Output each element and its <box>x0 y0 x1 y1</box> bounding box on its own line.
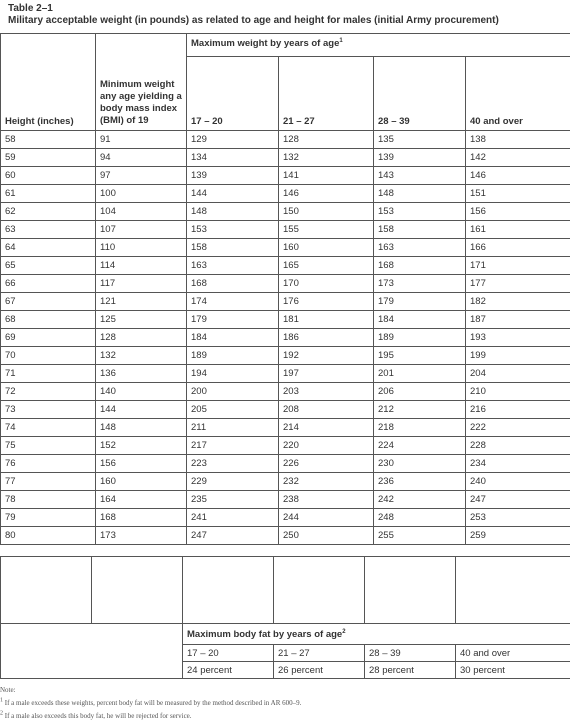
max-weight-cell: 211 <box>187 419 279 437</box>
notes-label: Note: <box>0 684 570 697</box>
table-notes <box>0 684 570 723</box>
max-weight-cell: 197 <box>279 365 374 383</box>
height-cell: 63 <box>1 221 96 239</box>
height-cell: 76 <box>1 455 96 473</box>
max-weight-cell: 179 <box>374 293 466 311</box>
minimum-weight-cell: 91 <box>96 131 187 149</box>
minimum-weight-cell: 107 <box>96 221 187 239</box>
max-weight-cell: 160 <box>279 239 374 257</box>
table-row <box>1 131 570 149</box>
table-row <box>1 275 570 293</box>
max-weight-cell: 170 <box>279 275 374 293</box>
max-weight-cell: 235 <box>187 491 279 509</box>
height-cell: 66 <box>1 275 96 293</box>
minimum-weight-cell: 156 <box>96 455 187 473</box>
max-weight-cell: 189 <box>187 347 279 365</box>
height-cell: 77 <box>1 473 96 491</box>
height-cell: 78 <box>1 491 96 509</box>
max-weight-cell: 193 <box>466 329 570 347</box>
height-column-header: Height (inches) <box>1 34 96 131</box>
table-row <box>1 527 570 545</box>
max-weight-cell: 212 <box>374 401 466 419</box>
height-cell: 69 <box>1 329 96 347</box>
max-weight-cell: 158 <box>374 221 466 239</box>
body-fat-age-cell: 17 – 20 <box>183 645 274 662</box>
height-cell: 70 <box>1 347 96 365</box>
max-weight-cell: 194 <box>187 365 279 383</box>
height-cell: 80 <box>1 527 96 545</box>
max-weight-cell: 179 <box>187 311 279 329</box>
max-weight-cell: 250 <box>279 527 374 545</box>
footnote: $^1$ If a male exceeds these weights, percent body fat will be measured by the method described in AR 600–9. <box>0 697 570 710</box>
height-cell: 67 <box>1 293 96 311</box>
body-fat-value-cell: 28 percent <box>365 662 456 679</box>
body-fat-header: Maximum body fat by years of age$^2$ <box>183 624 570 645</box>
max-weight-cell: 230 <box>374 455 466 473</box>
max-weight-cell: 199 <box>466 347 570 365</box>
minimum-weight-cell: 160 <box>96 473 187 491</box>
table-row <box>1 401 570 419</box>
age-column-header: 28 – 39 <box>374 57 466 131</box>
age-column-header: 17 – 20 <box>187 57 279 131</box>
age-column-header: 40 and over <box>466 57 570 131</box>
table-number: Table 2–1 <box>8 3 562 15</box>
max-weight-cell: 204 <box>466 365 570 383</box>
body-fat-age-cell: 21 – 27 <box>274 645 365 662</box>
max-weight-cell: 128 <box>279 131 374 149</box>
max-weight-cell: 220 <box>279 437 374 455</box>
height-cell: 59 <box>1 149 96 167</box>
minimum-weight-column-header: Minimum weight any age yielding a body mass index (BMI) of 19 <box>96 34 187 131</box>
spacer-row <box>1 557 570 624</box>
table-row <box>1 203 570 221</box>
max-weight-cell: 142 <box>466 149 570 167</box>
max-weight-cell: 166 <box>466 239 570 257</box>
height-cell: 73 <box>1 401 96 419</box>
minimum-weight-cell: 121 <box>96 293 187 311</box>
max-weight-cell: 241 <box>187 509 279 527</box>
height-cell: 64 <box>1 239 96 257</box>
max-weight-cell: 224 <box>374 437 466 455</box>
max-weight-cell: 158 <box>187 239 279 257</box>
body-fat-table <box>0 556 570 679</box>
height-cell: 65 <box>1 257 96 275</box>
body-fat-value-cell: 26 percent <box>274 662 365 679</box>
max-weight-cell: 184 <box>374 311 466 329</box>
max-weight-cell: 242 <box>374 491 466 509</box>
minimum-weight-cell: 168 <box>96 509 187 527</box>
weight-table-body <box>1 131 570 545</box>
max-weight-cell: 210 <box>466 383 570 401</box>
minimum-weight-cell: 104 <box>96 203 187 221</box>
max-weight-cell: 181 <box>279 311 374 329</box>
max-weight-cell: 135 <box>374 131 466 149</box>
max-weight-cell: 195 <box>374 347 466 365</box>
max-weight-cell: 168 <box>187 275 279 293</box>
table-row <box>1 293 570 311</box>
max-weight-cell: 205 <box>187 401 279 419</box>
max-weight-cell: 253 <box>466 509 570 527</box>
table-row <box>1 455 570 473</box>
table-row <box>1 311 570 329</box>
max-weight-cell: 146 <box>466 167 570 185</box>
empty-cell <box>456 557 570 624</box>
max-weight-cell: 214 <box>279 419 374 437</box>
table-row <box>1 257 570 275</box>
max-weight-group-header: Maximum weight by years of age$^1$ <box>187 34 570 57</box>
height-cell: 58 <box>1 131 96 149</box>
minimum-weight-cell: 94 <box>96 149 187 167</box>
max-weight-cell: 217 <box>187 437 279 455</box>
empty-cell <box>274 557 365 624</box>
max-weight-cell: 155 <box>279 221 374 239</box>
table-row <box>1 383 570 401</box>
max-weight-cell: 156 <box>466 203 570 221</box>
max-weight-cell: 186 <box>279 329 374 347</box>
max-weight-cell: 153 <box>374 203 466 221</box>
max-weight-cell: 189 <box>374 329 466 347</box>
max-weight-cell: 129 <box>187 131 279 149</box>
height-cell: 75 <box>1 437 96 455</box>
max-weight-cell: 139 <box>374 149 466 167</box>
max-weight-cell: 232 <box>279 473 374 491</box>
max-weight-cell: 206 <box>374 383 466 401</box>
max-weight-cell: 163 <box>374 239 466 257</box>
empty-cell <box>1 557 92 624</box>
max-weight-cell: 259 <box>466 527 570 545</box>
max-weight-cell: 240 <box>466 473 570 491</box>
max-weight-cell: 132 <box>279 149 374 167</box>
minimum-weight-cell: 114 <box>96 257 187 275</box>
max-weight-cell: 226 <box>279 455 374 473</box>
max-weight-cell: 222 <box>466 419 570 437</box>
table-row <box>1 239 570 257</box>
max-weight-cell: 148 <box>187 203 279 221</box>
max-weight-cell: 192 <box>279 347 374 365</box>
max-weight-cell: 200 <box>187 383 279 401</box>
max-weight-cell: 148 <box>374 185 466 203</box>
max-weight-cell: 187 <box>466 311 570 329</box>
max-weight-cell: 223 <box>187 455 279 473</box>
max-weight-cell: 177 <box>466 275 570 293</box>
table-row <box>1 419 570 437</box>
height-cell: 61 <box>1 185 96 203</box>
table-row <box>1 167 570 185</box>
table-row <box>1 473 570 491</box>
minimum-weight-cell: 117 <box>96 275 187 293</box>
max-weight-cell: 247 <box>187 527 279 545</box>
body-fat-value-cell: 30 percent <box>456 662 570 679</box>
max-weight-cell: 229 <box>187 473 279 491</box>
max-weight-cell: 248 <box>374 509 466 527</box>
max-weight-cell: 151 <box>466 185 570 203</box>
max-weight-cell: 182 <box>466 293 570 311</box>
max-weight-cell: 176 <box>279 293 374 311</box>
max-weight-cell: 134 <box>187 149 279 167</box>
minimum-weight-cell: 144 <box>96 401 187 419</box>
minimum-weight-cell: 128 <box>96 329 187 347</box>
max-weight-cell: 141 <box>279 167 374 185</box>
footnote: $^2$ If a male also exceeds this body fat, he will be rejected for service. <box>0 710 570 723</box>
height-cell: 68 <box>1 311 96 329</box>
minimum-weight-cell: 125 <box>96 311 187 329</box>
table-row <box>1 365 570 383</box>
max-weight-cell: 138 <box>466 131 570 149</box>
table-row <box>1 221 570 239</box>
table-row <box>1 491 570 509</box>
max-weight-cell: 244 <box>279 509 374 527</box>
table-row <box>1 329 570 347</box>
table-caption: Military acceptable weight (in pounds) as related to age and height for males (initial Army procurement) <box>8 15 562 27</box>
max-weight-cell: 184 <box>187 329 279 347</box>
empty-cell <box>1 624 183 679</box>
body-fat-age-cell: 40 and over <box>456 645 570 662</box>
max-weight-cell: 168 <box>374 257 466 275</box>
max-weight-cell: 139 <box>187 167 279 185</box>
height-cell: 71 <box>1 365 96 383</box>
age-column-header: 21 – 27 <box>279 57 374 131</box>
minimum-weight-cell: 148 <box>96 419 187 437</box>
max-weight-cell: 171 <box>466 257 570 275</box>
max-weight-cell: 165 <box>279 257 374 275</box>
max-weight-cell: 218 <box>374 419 466 437</box>
table-row <box>1 347 570 365</box>
empty-cell <box>92 557 183 624</box>
minimum-weight-cell: 173 <box>96 527 187 545</box>
minimum-weight-cell: 132 <box>96 347 187 365</box>
minimum-weight-cell: 140 <box>96 383 187 401</box>
table-row <box>1 149 570 167</box>
max-weight-cell: 143 <box>374 167 466 185</box>
max-weight-cell: 150 <box>279 203 374 221</box>
max-weight-cell: 238 <box>279 491 374 509</box>
weight-table <box>0 33 570 545</box>
max-weight-cell: 234 <box>466 455 570 473</box>
max-weight-cell: 216 <box>466 401 570 419</box>
max-weight-cell: 146 <box>279 185 374 203</box>
height-cell: 79 <box>1 509 96 527</box>
max-weight-cell: 174 <box>187 293 279 311</box>
footnote-marker: 2 <box>342 628 345 634</box>
max-weight-cell: 208 <box>279 401 374 419</box>
table-row <box>1 185 570 203</box>
max-weight-cell: 144 <box>187 185 279 203</box>
max-weight-cell: 173 <box>374 275 466 293</box>
minimum-weight-cell: 164 <box>96 491 187 509</box>
minimum-weight-cell: 100 <box>96 185 187 203</box>
body-fat-age-cell: 28 – 39 <box>365 645 456 662</box>
height-cell: 72 <box>1 383 96 401</box>
table-row <box>1 437 570 455</box>
empty-cell <box>183 557 274 624</box>
minimum-weight-cell: 136 <box>96 365 187 383</box>
max-weight-cell: 255 <box>374 527 466 545</box>
height-cell: 62 <box>1 203 96 221</box>
max-weight-cell: 153 <box>187 221 279 239</box>
max-weight-cell: 201 <box>374 365 466 383</box>
max-weight-cell: 247 <box>466 491 570 509</box>
body-fat-value-cell: 24 percent <box>183 662 274 679</box>
max-weight-cell: 203 <box>279 383 374 401</box>
max-weight-cell: 163 <box>187 257 279 275</box>
footnote-marker: 1 <box>339 38 342 44</box>
table-row <box>1 509 570 527</box>
max-weight-cell: 228 <box>466 437 570 455</box>
minimum-weight-cell: 110 <box>96 239 187 257</box>
minimum-weight-cell: 152 <box>96 437 187 455</box>
table-title-block <box>8 3 562 27</box>
max-weight-cell: 236 <box>374 473 466 491</box>
minimum-weight-cell: 97 <box>96 167 187 185</box>
height-cell: 60 <box>1 167 96 185</box>
max-weight-cell: 161 <box>466 221 570 239</box>
empty-cell <box>365 557 456 624</box>
height-cell: 74 <box>1 419 96 437</box>
